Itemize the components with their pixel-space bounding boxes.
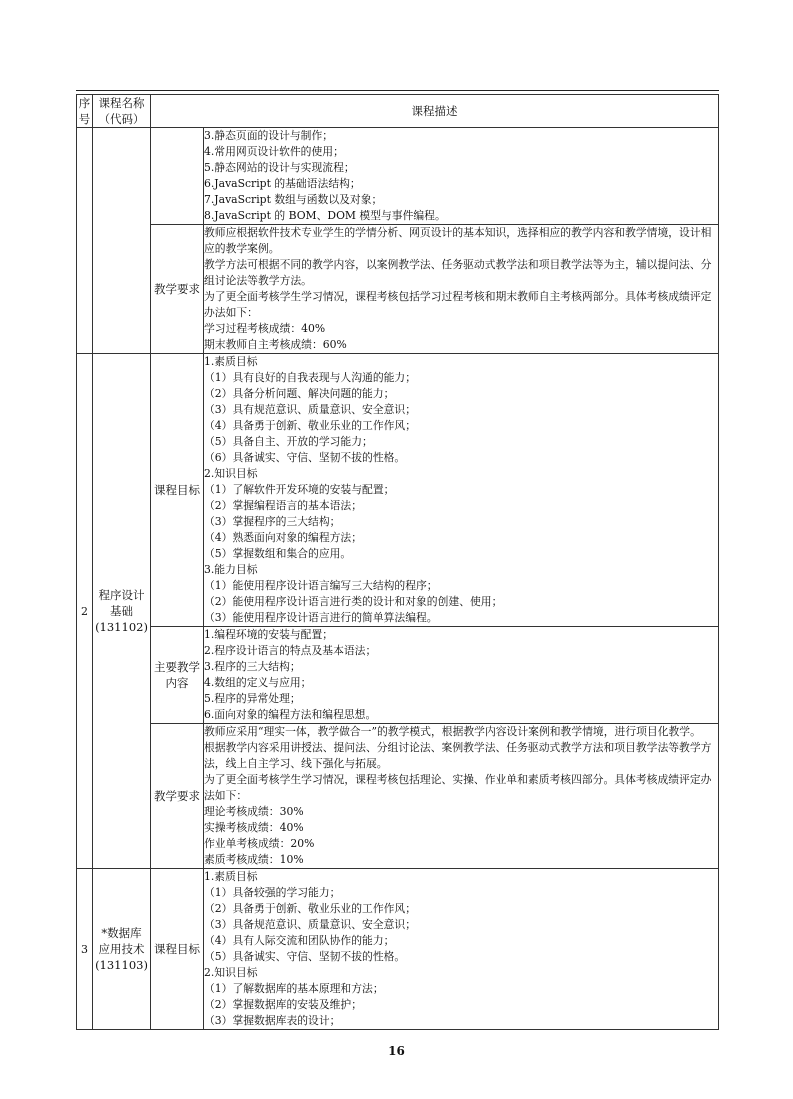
sub-label-course-goals: 课程目标 (151, 354, 204, 627)
sub-label-course-goals: 课程目标 (151, 869, 204, 1030)
list-item: 根据教学内容采用讲授法、提问法、分组讨论法、案例教学法、任务驱动式教学方法和项目教学法等教学方法，线上自主学习、线下强化与拓展。 (204, 741, 712, 770)
list-item: （5）具备诚实、守信、坚韧不拔的性格。 (204, 950, 406, 963)
course-seq: 2 (77, 354, 93, 869)
course-code: (131102) (95, 620, 148, 634)
list-item: （5）掌握数组和集合的应用。 (204, 547, 352, 560)
list-item: （3）具有规范意识、质量意识、安全意识； (204, 403, 417, 416)
list-item: （3）掌握数据库表的设计； (204, 1014, 341, 1027)
list-item: （1）了解软件开发环境的安装与配置； (204, 483, 395, 496)
list-item: 2.知识目标 (204, 966, 258, 979)
list-item: （5）具备自主、开放的学习能力； (204, 435, 373, 448)
sub-label-line: 主要教学 (154, 660, 200, 674)
list-item: （2）掌握编程语言的基本语法； (204, 499, 363, 512)
list-item: 理论考核成绩：30% (204, 805, 304, 818)
list-item: 6.面向对象的编程方法和编程思想。 (204, 708, 377, 721)
top-rule (76, 90, 719, 91)
list-item: 3.静态页面的设计与制作； (204, 129, 334, 142)
requirements-desc-cell (204, 225, 719, 354)
sub-label-teaching-requirements: 教学要求 (151, 225, 204, 354)
table-row (77, 869, 719, 1030)
list-item: （2）掌握数据库的安装及维护； (204, 998, 363, 1011)
sub-label-main-content (151, 627, 204, 724)
list-item: （1）具有良好的自我表现与人沟通的能力； (204, 371, 417, 384)
list-item: 1.编程环境的安装与配置； (204, 628, 334, 641)
header-seq: 序号 (77, 95, 93, 128)
goals-desc-cell (204, 869, 719, 1030)
course-seq: 3 (77, 869, 93, 1030)
table-row (77, 225, 719, 354)
list-item: 教师应根据软件技术专业学生的学情分析、网页设计的基本知识，选择相应的教学内容和教学情境，设计相应的教学案例。 (204, 226, 712, 255)
header-name: 课程名称（代码） (93, 95, 151, 128)
list-item: 1.素质目标 (204, 355, 258, 368)
course-name-cont: 基础 (110, 604, 133, 618)
list-item: 教学方法可根据不同的教学内容，以案例教学法、任务驱动式教学法和项目教学法等为主，辅以提问法、分组讨论法等教学方法。 (204, 258, 712, 287)
sub-label-teaching-requirements: 教学要求 (151, 724, 204, 869)
list-item: 为了更全面考核学生学习情况，课程考核包括学习过程考核和期末教师自主考核两部分。具体考核成绩评定办法如下： (204, 290, 712, 319)
sub-label-cell (151, 128, 204, 225)
page-number: 16 (388, 1044, 405, 1058)
list-item: 教师应采用“理实一体，教学做合一”的教学模式，根据教学内容设计案例和教学情境，进行项目化教学。 (204, 725, 701, 738)
course-name: *数据库 (101, 926, 142, 940)
list-item: （3）能使用程序设计语言进行的简单算法编程。 (204, 611, 438, 624)
goals-desc-cell (204, 354, 719, 627)
requirements-desc-cell (204, 724, 719, 869)
list-item: 学习过程考核成绩：40% (204, 322, 326, 335)
list-item: 5.静态网站的设计与实现流程； (204, 161, 355, 174)
list-item: （4）具有人际交流和团队协作的能力； (204, 934, 395, 947)
list-item: 实操考核成绩：40% (204, 821, 304, 834)
course-name: 程序设计 (98, 588, 145, 602)
content-desc-cell (204, 627, 719, 724)
list-item: 为了更全面考核学生学习情况，课程考核包括理论、实操、作业单和素质考核四部分。具体考核成绩评定办法如下： (204, 773, 712, 802)
table-header-row (77, 95, 719, 128)
course-name-cont: 应用技术 (98, 942, 145, 956)
list-item: （2）具备勇于创新、敬业乐业的工作作风； (204, 902, 417, 915)
list-item: 2.知识目标 (204, 467, 258, 480)
list-item: 2.程序设计语言的特点及基本语法； (204, 644, 377, 657)
list-item: 1.素质目标 (204, 870, 258, 883)
list-item: （2）能使用程序设计语言进行类的设计和对象的创建、使用； (204, 595, 503, 608)
list-item: 4.数组的定义与应用； (204, 676, 312, 689)
list-item: （1）具备较强的学习能力； (204, 886, 341, 899)
table-row (77, 128, 719, 225)
list-item: 8.JavaScript 的 BOM、DOM 模型与事件编程。 (204, 209, 446, 222)
list-item: （2）具备分析问题、解决问题的能力； (204, 387, 395, 400)
list-item: 4.常用网页设计软件的使用； (204, 145, 344, 158)
list-item: （3）具备规范意识、质量意识、安全意识； (204, 918, 417, 931)
list-item: 素质考核成绩：10% (204, 853, 304, 866)
table-row (77, 724, 719, 869)
list-item: 7.JavaScript 数组与函数以及对象； (204, 193, 383, 206)
list-item: 6.JavaScript 的基础语法结构； (204, 177, 361, 190)
list-item: 5.程序的异常处理； (204, 692, 301, 705)
course-name-cell (93, 354, 151, 869)
list-item: （4）熟悉面向对象的编程方法； (204, 531, 363, 544)
list-item: 3.程序的三大结构； (204, 660, 301, 673)
list-item: 作业单考核成绩：20% (204, 837, 315, 850)
table-row (77, 354, 719, 627)
course-table (76, 94, 719, 1030)
course-name-cell (93, 869, 151, 1030)
name-cell-continued (93, 128, 151, 354)
course-code: (131103) (95, 958, 148, 972)
list-item: （1）了解数据库的基本原理和方法； (204, 982, 384, 995)
list-item: 期末教师自主考核成绩：60% (204, 338, 347, 351)
list-item: （3）掌握程序的三大结构； (204, 515, 341, 528)
list-item: （6）具备诚实、守信、坚韧不拔的性格。 (204, 451, 406, 464)
list-item: （4）具备勇于创新、敬业乐业的工作作风； (204, 419, 417, 432)
content-desc-cell (204, 128, 719, 225)
list-item: 3.能力目标 (204, 563, 258, 576)
list-item: （1）能使用程序设计语言编写三大结构的程序； (204, 579, 438, 592)
seq-cell-continued (77, 128, 93, 354)
sub-label-line: 内容 (165, 676, 189, 690)
header-desc: 课程描述 (151, 95, 719, 128)
table-row (77, 627, 719, 724)
